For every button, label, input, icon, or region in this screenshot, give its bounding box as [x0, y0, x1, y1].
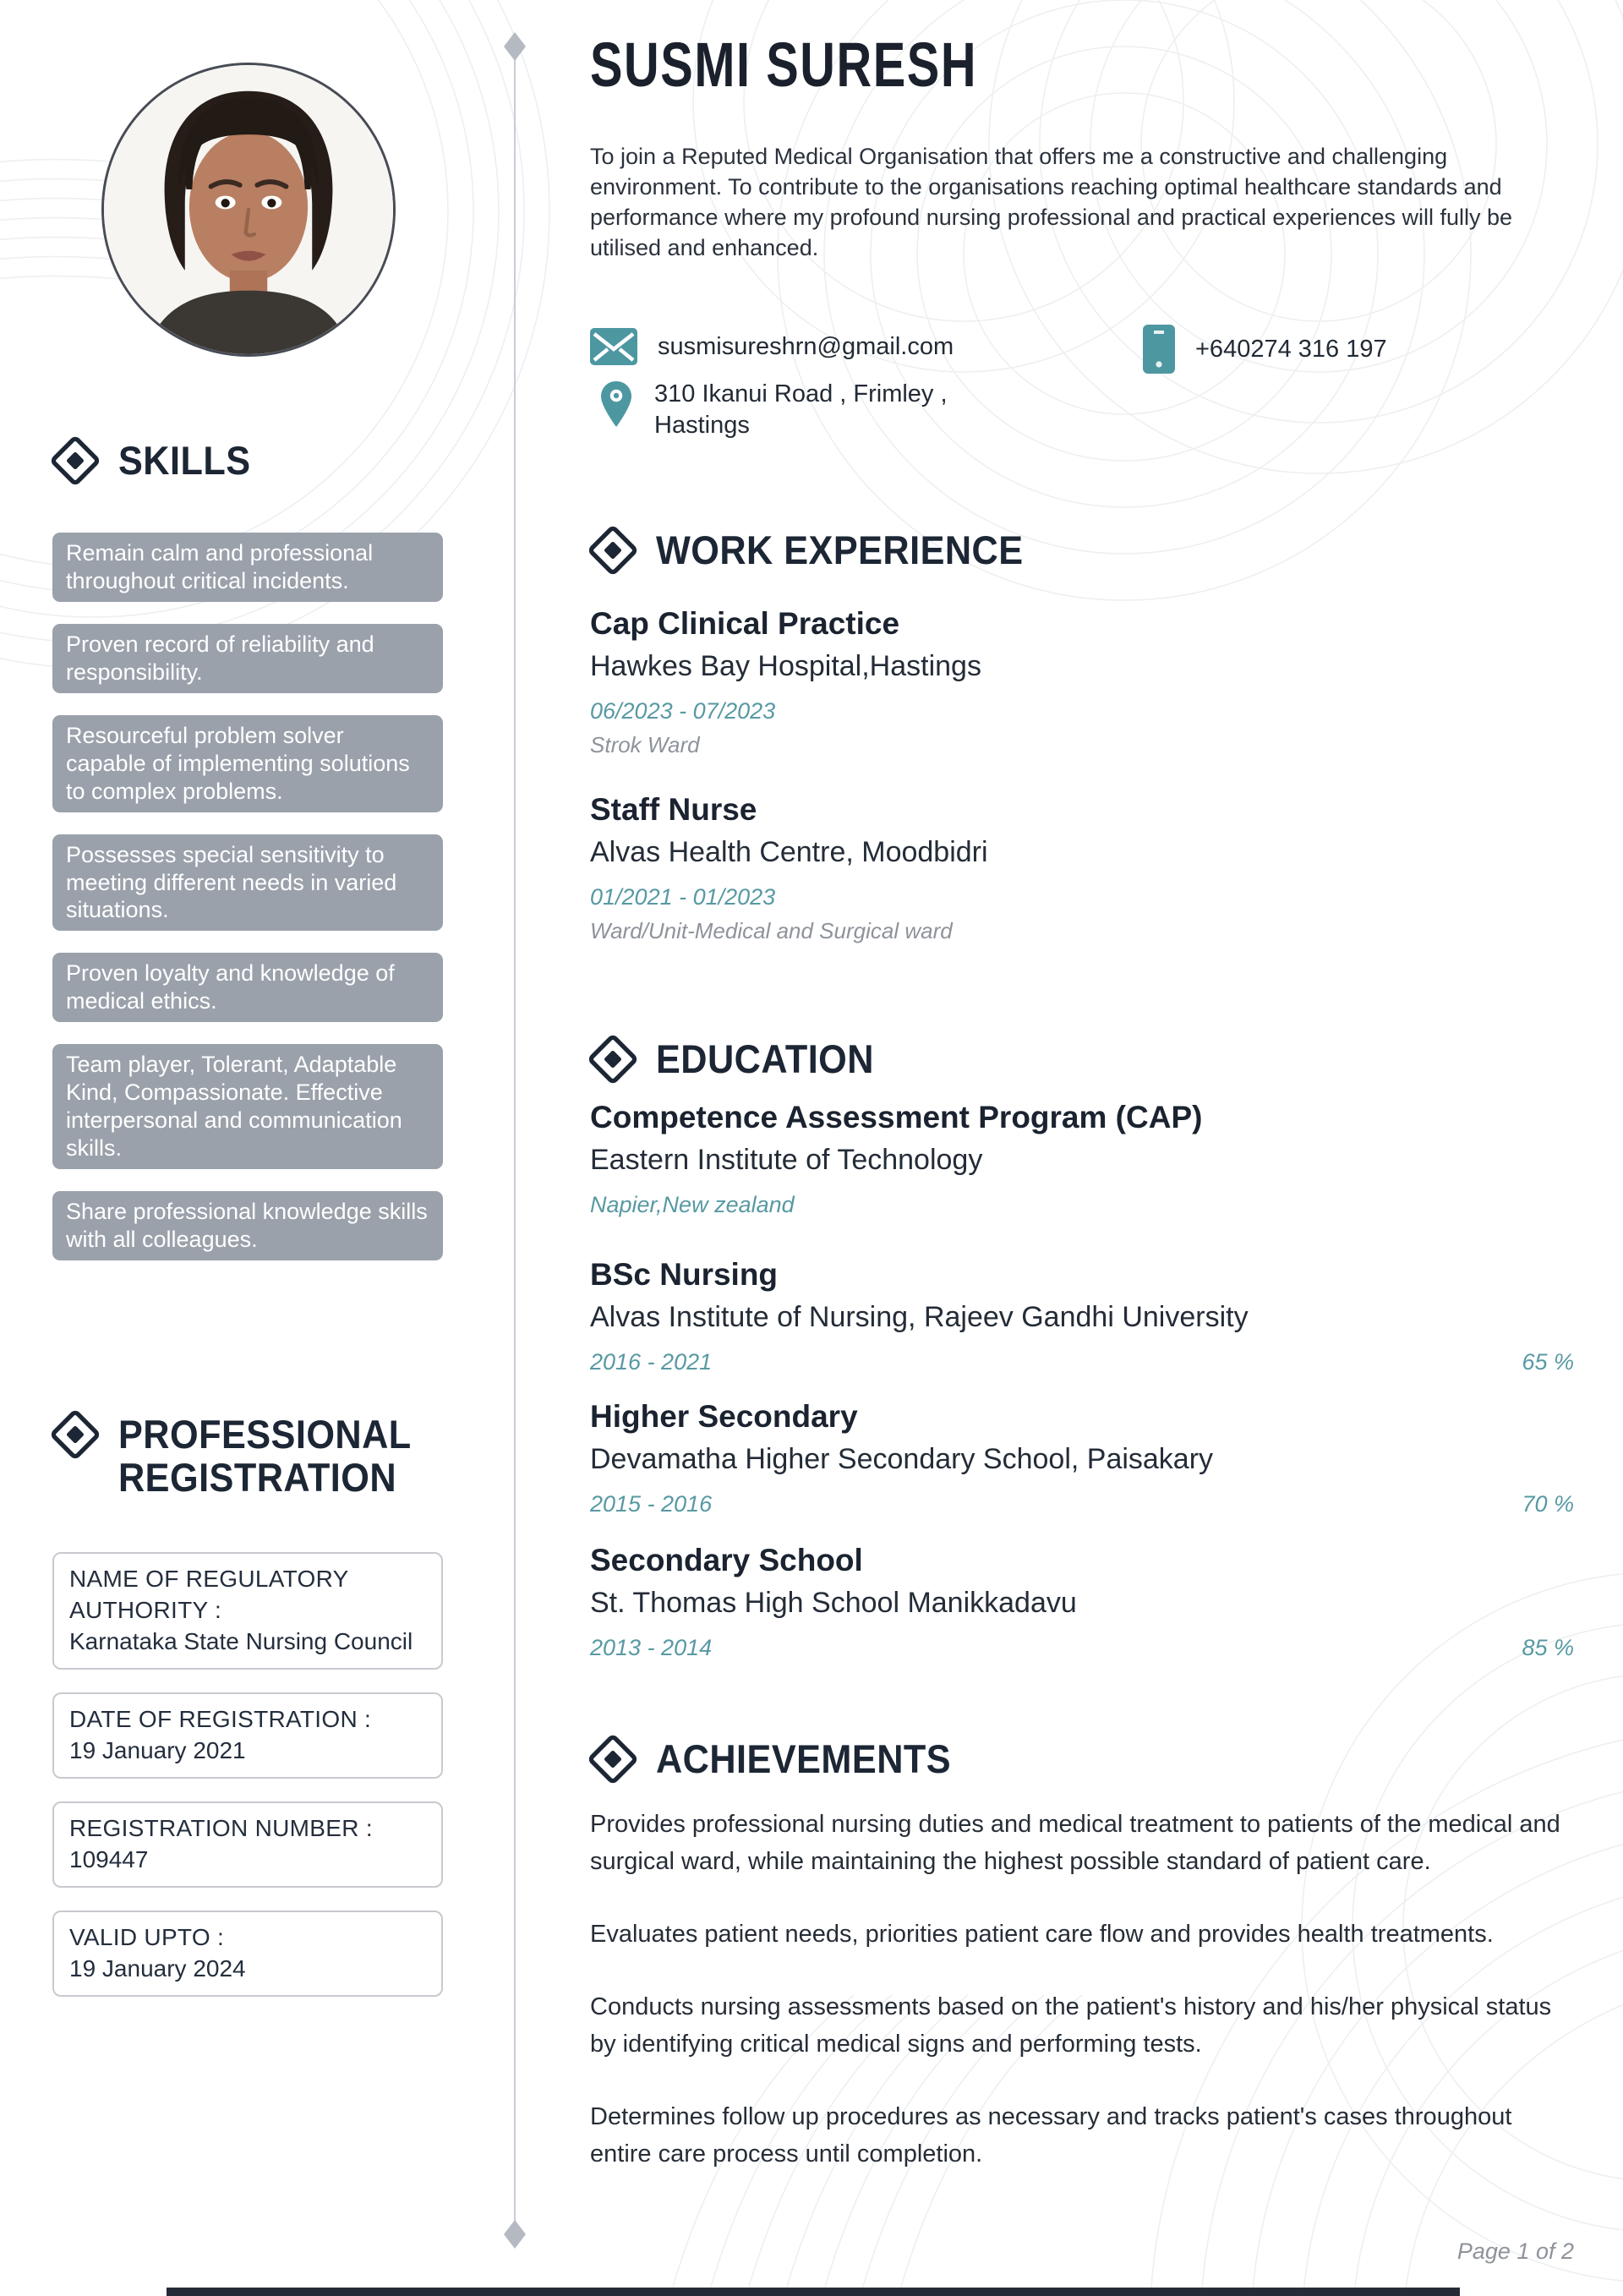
job-role: Staff Nurse — [590, 792, 757, 827]
email-icon — [590, 328, 637, 365]
phone-contact — [1143, 325, 1387, 374]
registration-value: 109447 — [69, 1845, 149, 1872]
diamond-section-icon — [49, 435, 101, 487]
timeline-diamond-top-icon — [504, 32, 526, 61]
skills-section-heading — [49, 440, 262, 487]
skill-item: Proven loyalty and knowledge of medical ethics. — [52, 953, 443, 1022]
education-entry — [590, 1099, 1574, 1218]
education-school: St. Thomas High School Manikkadavu — [590, 1587, 1077, 1620]
registration-box — [52, 1911, 443, 1997]
education-meta: 2013 - 2014 — [590, 1634, 713, 1660]
professional-registration-heading — [49, 1413, 423, 1500]
skill-item: Proven record of reliability and responsibility. — [52, 624, 443, 693]
education-degree: Secondary School — [590, 1543, 863, 1577]
address-line-1: 310 Ikanui Road , Frimley , — [654, 380, 948, 407]
achievements-heading — [587, 1738, 976, 1785]
email-text[interactable]: susmisureshrn@gmail.com — [658, 332, 954, 360]
skill-item: Resourceful problem solver capable of implementing solutions to complex problems. — [52, 715, 443, 812]
achievements-title: ACHIEVEMENTS — [656, 1736, 952, 1781]
contact-row — [590, 325, 1574, 375]
education-heading — [587, 1038, 893, 1085]
education-degree: BSc Nursing — [590, 1257, 779, 1292]
education-score: 65 % — [1522, 1348, 1574, 1375]
education-degree: Higher Secondary — [590, 1399, 858, 1434]
job-entry — [590, 605, 1574, 758]
education-entry — [590, 1256, 1574, 1375]
work-experience-heading — [587, 529, 1055, 577]
education-school: Alvas Institute of Nursing, Rajeev Gandhi University — [590, 1301, 1249, 1334]
education-meta: Napier,New zealand — [590, 1191, 795, 1217]
phone-text: +640274 316 197 — [1195, 335, 1387, 363]
education-entry — [590, 1398, 1574, 1517]
achievement-paragraph: Determines follow up procedures as necessary and tracks patient's cases throughout entire care process until completion. — [590, 2103, 1512, 2168]
registration-value: 19 January 2024 — [69, 1954, 246, 1982]
professional-registration-title: PROFESSIONAL REGISTRATION — [118, 1412, 411, 1500]
education-meta: 2015 - 2016 — [590, 1490, 713, 1517]
location-pin-icon — [600, 380, 632, 428]
achievement-paragraph: Conducts nursing assessments based on the patient's history and his/her physical status by identifying critical medical signs and performing tests. — [590, 1993, 1552, 2058]
job-role: Cap Clinical Practice — [590, 606, 900, 641]
skill-item: Share professional knowledge skills with all colleagues. — [52, 1191, 443, 1260]
registration-label: NAME OF REGULATORY AUTHORITY : — [69, 1566, 349, 1623]
portrait-illustration — [104, 65, 393, 354]
profile-photo — [101, 63, 396, 357]
job-organisation: Alvas Health Centre, Moodbidri — [590, 836, 988, 869]
bottom-bar-decoration — [167, 2288, 1460, 2296]
registration-box — [52, 1692, 443, 1779]
education-score: 70 % — [1522, 1490, 1574, 1517]
achievement-paragraph: Evaluates patient needs, priorities patient care flow and provides health treatments. — [590, 1921, 1494, 1949]
job-ward-note: Ward/Unit-Medical and Surgical ward — [590, 918, 953, 944]
address-contact — [600, 379, 948, 441]
skills-title: SKILLS — [118, 438, 251, 483]
address-text — [654, 379, 948, 441]
diamond-section-icon — [587, 1033, 639, 1085]
timeline-diamond-bottom-icon — [504, 2220, 526, 2249]
page-number: Page 1 of 2 — [1456, 2239, 1574, 2264]
registration-label: DATE OF REGISTRATION : — [69, 1705, 372, 1732]
registration-boxes — [52, 1552, 443, 2020]
candidate-name: SUSMI SURESH — [590, 30, 978, 100]
skill-item: Remain calm and professional throughout critical incidents. — [52, 533, 443, 602]
email-contact — [590, 328, 954, 365]
education-meta: 2016 - 2021 — [590, 1348, 713, 1375]
registration-label: REGISTRATION NUMBER : — [69, 1814, 373, 1841]
job-dates: 01/2021 - 01/2023 — [590, 883, 776, 910]
education-school: Eastern Institute of Technology — [590, 1144, 983, 1177]
job-ward-note: Strok Ward — [590, 732, 700, 758]
education-degree: Competence Assessment Program (CAP) — [590, 1100, 1203, 1134]
education-entry — [590, 1542, 1574, 1661]
job-dates: 06/2023 - 07/2023 — [590, 697, 776, 724]
achievements-list — [590, 1806, 1577, 2209]
diamond-section-icon — [587, 524, 639, 577]
diamond-section-icon — [587, 1733, 639, 1785]
career-objective: To join a Reputed Medical Organisation that offers me a constructive and challenging environment. To contribute to the organisations reaching optimal healthcare standards and performance where my profound nursing professional and practical experiences will fully be utilised and enhanced. — [590, 144, 1513, 260]
education-score: 85 % — [1522, 1634, 1574, 1660]
address-line-2: Hastings — [654, 412, 750, 440]
job-entry — [590, 791, 1574, 944]
diamond-section-icon — [49, 1408, 101, 1461]
skill-item: Possesses special sensitivity to meeting different needs in varied situations. — [52, 834, 443, 932]
education-school: Devamatha Higher Secondary School, Paisakary — [590, 1443, 1214, 1476]
registration-value: 19 January 2021 — [69, 1736, 246, 1763]
registration-box — [52, 1552, 443, 1670]
phone-icon — [1143, 325, 1175, 374]
registration-value: Karnataka State Nursing Council — [69, 1627, 413, 1654]
work-experience-title: WORK EXPERIENCE — [656, 528, 1024, 572]
skills-list — [52, 533, 443, 1282]
skill-item: Team player, Tolerant, Adaptable Kind, Compassionate. Effective interpersonal and communication skills. — [52, 1044, 443, 1169]
registration-box — [52, 1801, 443, 1888]
job-organisation: Hawkes Bay Hospital,Hastings — [590, 650, 981, 683]
education-title: EDUCATION — [656, 1036, 874, 1081]
timeline-divider-line — [514, 56, 516, 2222]
registration-label: VALID UPTO : — [69, 1923, 225, 1950]
achievement-paragraph: Provides professional nursing duties and medical treatment to patients of the medical and surgical ward, while maintaining the highest possible standard of patient care. — [590, 1811, 1560, 1876]
